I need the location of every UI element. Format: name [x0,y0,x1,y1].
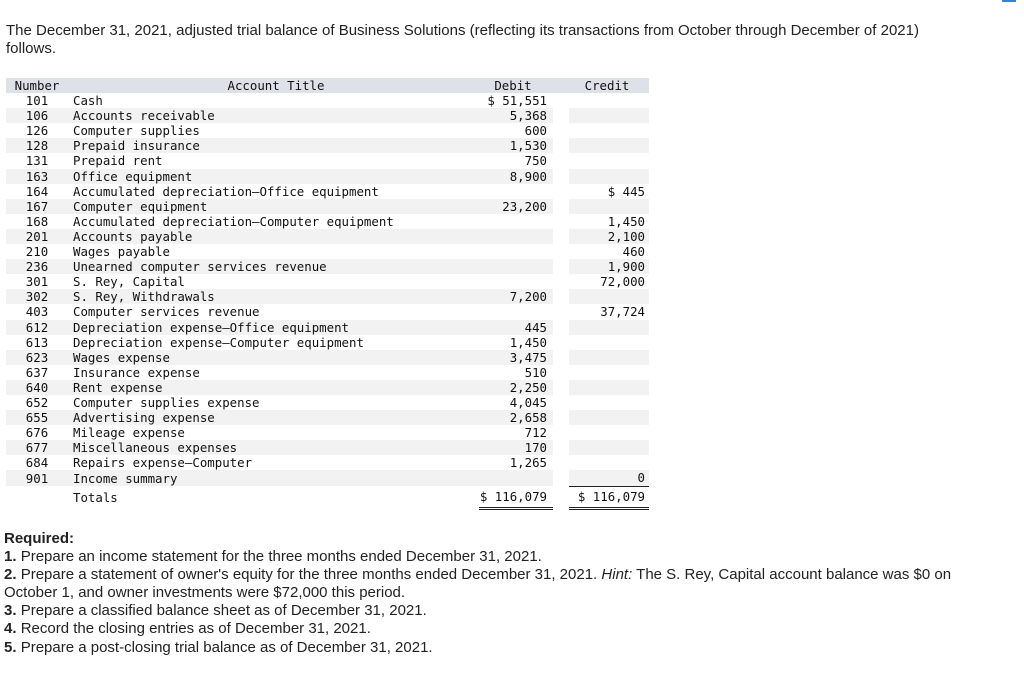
account-title: Accumulated depreciation—Office equipment [68,184,479,199]
header-gap [553,78,569,93]
account-title: Wages expense [68,350,479,365]
account-title: Income summary [68,470,479,486]
account-title: Computer services revenue [68,304,479,319]
header-debit: Debit [479,78,553,93]
table-row [6,455,649,470]
table-row [6,169,649,184]
credit-amount [569,138,649,153]
hint-text: The S. Rey, Capital account balance was $0 on October 1, and owner investments were $72,000 this period. [4,566,952,602]
account-title: Prepaid insurance [68,138,479,153]
credit-amount: 1,450 [569,214,649,229]
gap [553,259,569,274]
totals-row [6,486,649,508]
credit-amount [569,123,649,138]
account-title: Accumulated depreciation—Computer equipment [68,214,479,229]
credit-amount [569,153,649,168]
table-row [6,440,649,455]
gap [553,138,569,153]
account-title: Accounts payable [68,229,479,244]
debit-amount: $ 51,551 [479,93,553,108]
credit-amount [569,93,649,108]
account-number: 684 [6,455,68,470]
gap [553,365,569,380]
account-title: Computer supplies [68,123,479,138]
debit-amount: 4,045 [479,395,553,410]
account-number: 106 [6,108,68,123]
account-number: 901 [6,470,68,486]
gap [553,380,569,395]
debit-amount: 23,200 [479,199,553,214]
gap [553,184,569,199]
debit-amount [479,274,553,289]
credit-amount [569,440,649,455]
account-number: 301 [6,274,68,289]
account-title: Wages payable [68,244,479,259]
account-title: Rent expense [68,380,479,395]
required-item-5: 5. Prepare a post-closing trial balance as of December 31, 2021. [4,638,433,656]
table-row [6,138,649,153]
account-title: Repairs expense—Computer [68,455,479,470]
credit-amount [569,425,649,440]
table-row [6,153,649,168]
debit-amount [479,214,553,229]
hint-label: Hint: [601,566,633,584]
debit-amount: 5,368 [479,108,553,123]
debit-amount: 600 [479,123,553,138]
header-number: Number [6,78,68,93]
gap [553,455,569,470]
credit-amount [569,335,649,350]
account-number: 163 [6,169,68,184]
gap [553,108,569,123]
scroll-indicator [1002,0,1016,2]
credit-amount [569,350,649,365]
account-number: 168 [6,214,68,229]
table-row [6,123,649,138]
credit-amount [569,395,649,410]
account-title: Computer equipment [68,199,479,214]
gap [553,289,569,304]
account-number: 637 [6,365,68,380]
credit-amount [569,380,649,395]
debit-amount [479,244,553,259]
gap [553,486,569,508]
required-item-1: 1. Prepare an income statement for the three months ended December 31, 2021. [4,548,542,566]
account-number: 677 [6,440,68,455]
gap [553,214,569,229]
account-number: 131 [6,153,68,168]
credit-amount [569,410,649,425]
gap [553,123,569,138]
table-row [6,410,649,425]
account-number: 236 [6,259,68,274]
debit-amount: 170 [479,440,553,455]
table-row [6,470,649,486]
debit-amount: 712 [479,425,553,440]
table-row [6,244,649,259]
credit-amount: 0 [569,470,649,486]
account-number: 652 [6,395,68,410]
credit-amount: $ 445 [569,184,649,199]
table-row [6,259,649,274]
gap [553,410,569,425]
table-row [6,184,649,199]
credit-amount: 72,000 [569,274,649,289]
account-title: Unearned computer services revenue [68,259,479,274]
gap [553,169,569,184]
account-title: Cash [68,93,479,108]
credit-amount [569,289,649,304]
table-row [6,289,649,304]
credit-amount [569,320,649,335]
debit-amount: 445 [479,320,553,335]
account-number: 128 [6,138,68,153]
account-title: Prepaid rent [68,153,479,168]
account-title: Insurance expense [68,365,479,380]
gap [553,153,569,168]
account-number: 612 [6,320,68,335]
totals-number [6,486,68,508]
debit-amount: 1,450 [479,335,553,350]
table-header-row [6,78,649,93]
gap [553,304,569,319]
credit-amount [569,169,649,184]
account-title: Depreciation expense—Computer equipment [68,335,479,350]
table-row [6,274,649,289]
account-title: Accounts receivable [68,108,479,123]
credit-amount: 37,724 [569,304,649,319]
account-title: Miscellaneous expenses [68,440,479,455]
totals-credit: $ 116,079 [569,486,649,508]
table-row [6,229,649,244]
account-number: 101 [6,93,68,108]
table-row [6,335,649,350]
intro-paragraph: The December 31, 2021, adjusted trial balance of Business Solutions (reflecting its transactions from October through December of 2021) follows. [6,22,919,57]
totals-label: Totals [68,486,479,508]
table-row [6,380,649,395]
credit-amount [569,108,649,123]
credit-amount: 1,900 [569,259,649,274]
debit-amount: 1,265 [479,455,553,470]
table-row [6,350,649,365]
debit-amount [479,229,553,244]
table-row [6,304,649,319]
header-credit: Credit [569,78,649,93]
account-number: 201 [6,229,68,244]
gap [553,244,569,259]
credit-amount [569,199,649,214]
table-row [6,214,649,229]
debit-amount [479,259,553,274]
account-number: 167 [6,199,68,214]
account-number: 126 [6,123,68,138]
debit-amount [479,470,553,486]
account-title: Office equipment [68,169,479,184]
required-heading: Required: [4,530,75,547]
account-number: 210 [6,244,68,259]
credit-amount: 2,100 [569,229,649,244]
credit-amount [569,455,649,470]
debit-amount: 2,250 [479,380,553,395]
table-row [6,108,649,123]
account-number: 676 [6,425,68,440]
table-row [6,93,649,108]
account-title: S. Rey, Capital [68,274,479,289]
debit-amount [479,304,553,319]
credit-amount: 460 [569,244,649,259]
table-row [6,365,649,380]
gap [553,395,569,410]
gap [553,93,569,108]
gap [553,335,569,350]
debit-amount: 7,200 [479,289,553,304]
debit-amount: 750 [479,153,553,168]
account-number: 640 [6,380,68,395]
account-title: S. Rey, Withdrawals [68,289,479,304]
table-row [6,425,649,440]
account-title: Advertising expense [68,410,479,425]
gap [553,440,569,455]
required-item-3: 3. Prepare a classified balance sheet as of December 31, 2021. [4,602,427,620]
gap [553,199,569,214]
credit-amount [569,365,649,380]
account-number: 623 [6,350,68,365]
debit-amount: 2,658 [479,410,553,425]
required-item-2: 2. Prepare a statement of owner's equity for the three months ended December 31, 2021. Hint: The S. Rey, Capital account balance was $0 on October 1, and owner investments were $72,000 this period. [4,566,952,602]
account-title: Mileage expense [68,425,479,440]
table-row [6,395,649,410]
gap [553,320,569,335]
table-row [6,320,649,335]
table-body [6,93,649,508]
account-number: 164 [6,184,68,199]
account-number: 302 [6,289,68,304]
header-account-title: Account Title [68,78,479,93]
gap [553,229,569,244]
debit-amount: 3,475 [479,350,553,365]
table-row [6,199,649,214]
debit-amount: 510 [479,365,553,380]
adjusted-trial-balance-table [6,78,649,510]
gap [553,425,569,440]
account-number: 613 [6,335,68,350]
account-title: Depreciation expense—Office equipment [68,320,479,335]
totals-debit: $ 116,079 [479,486,553,508]
debit-amount: 1,530 [479,138,553,153]
gap [553,274,569,289]
account-number: 403 [6,304,68,319]
gap [553,470,569,486]
debit-amount: 8,900 [479,169,553,184]
account-number: 655 [6,410,68,425]
gap [553,350,569,365]
account-title: Computer supplies expense [68,395,479,410]
required-section [4,530,964,657]
debit-amount [479,184,553,199]
required-item-4: 4. Record the closing entries as of December 31, 2021. [4,620,371,638]
